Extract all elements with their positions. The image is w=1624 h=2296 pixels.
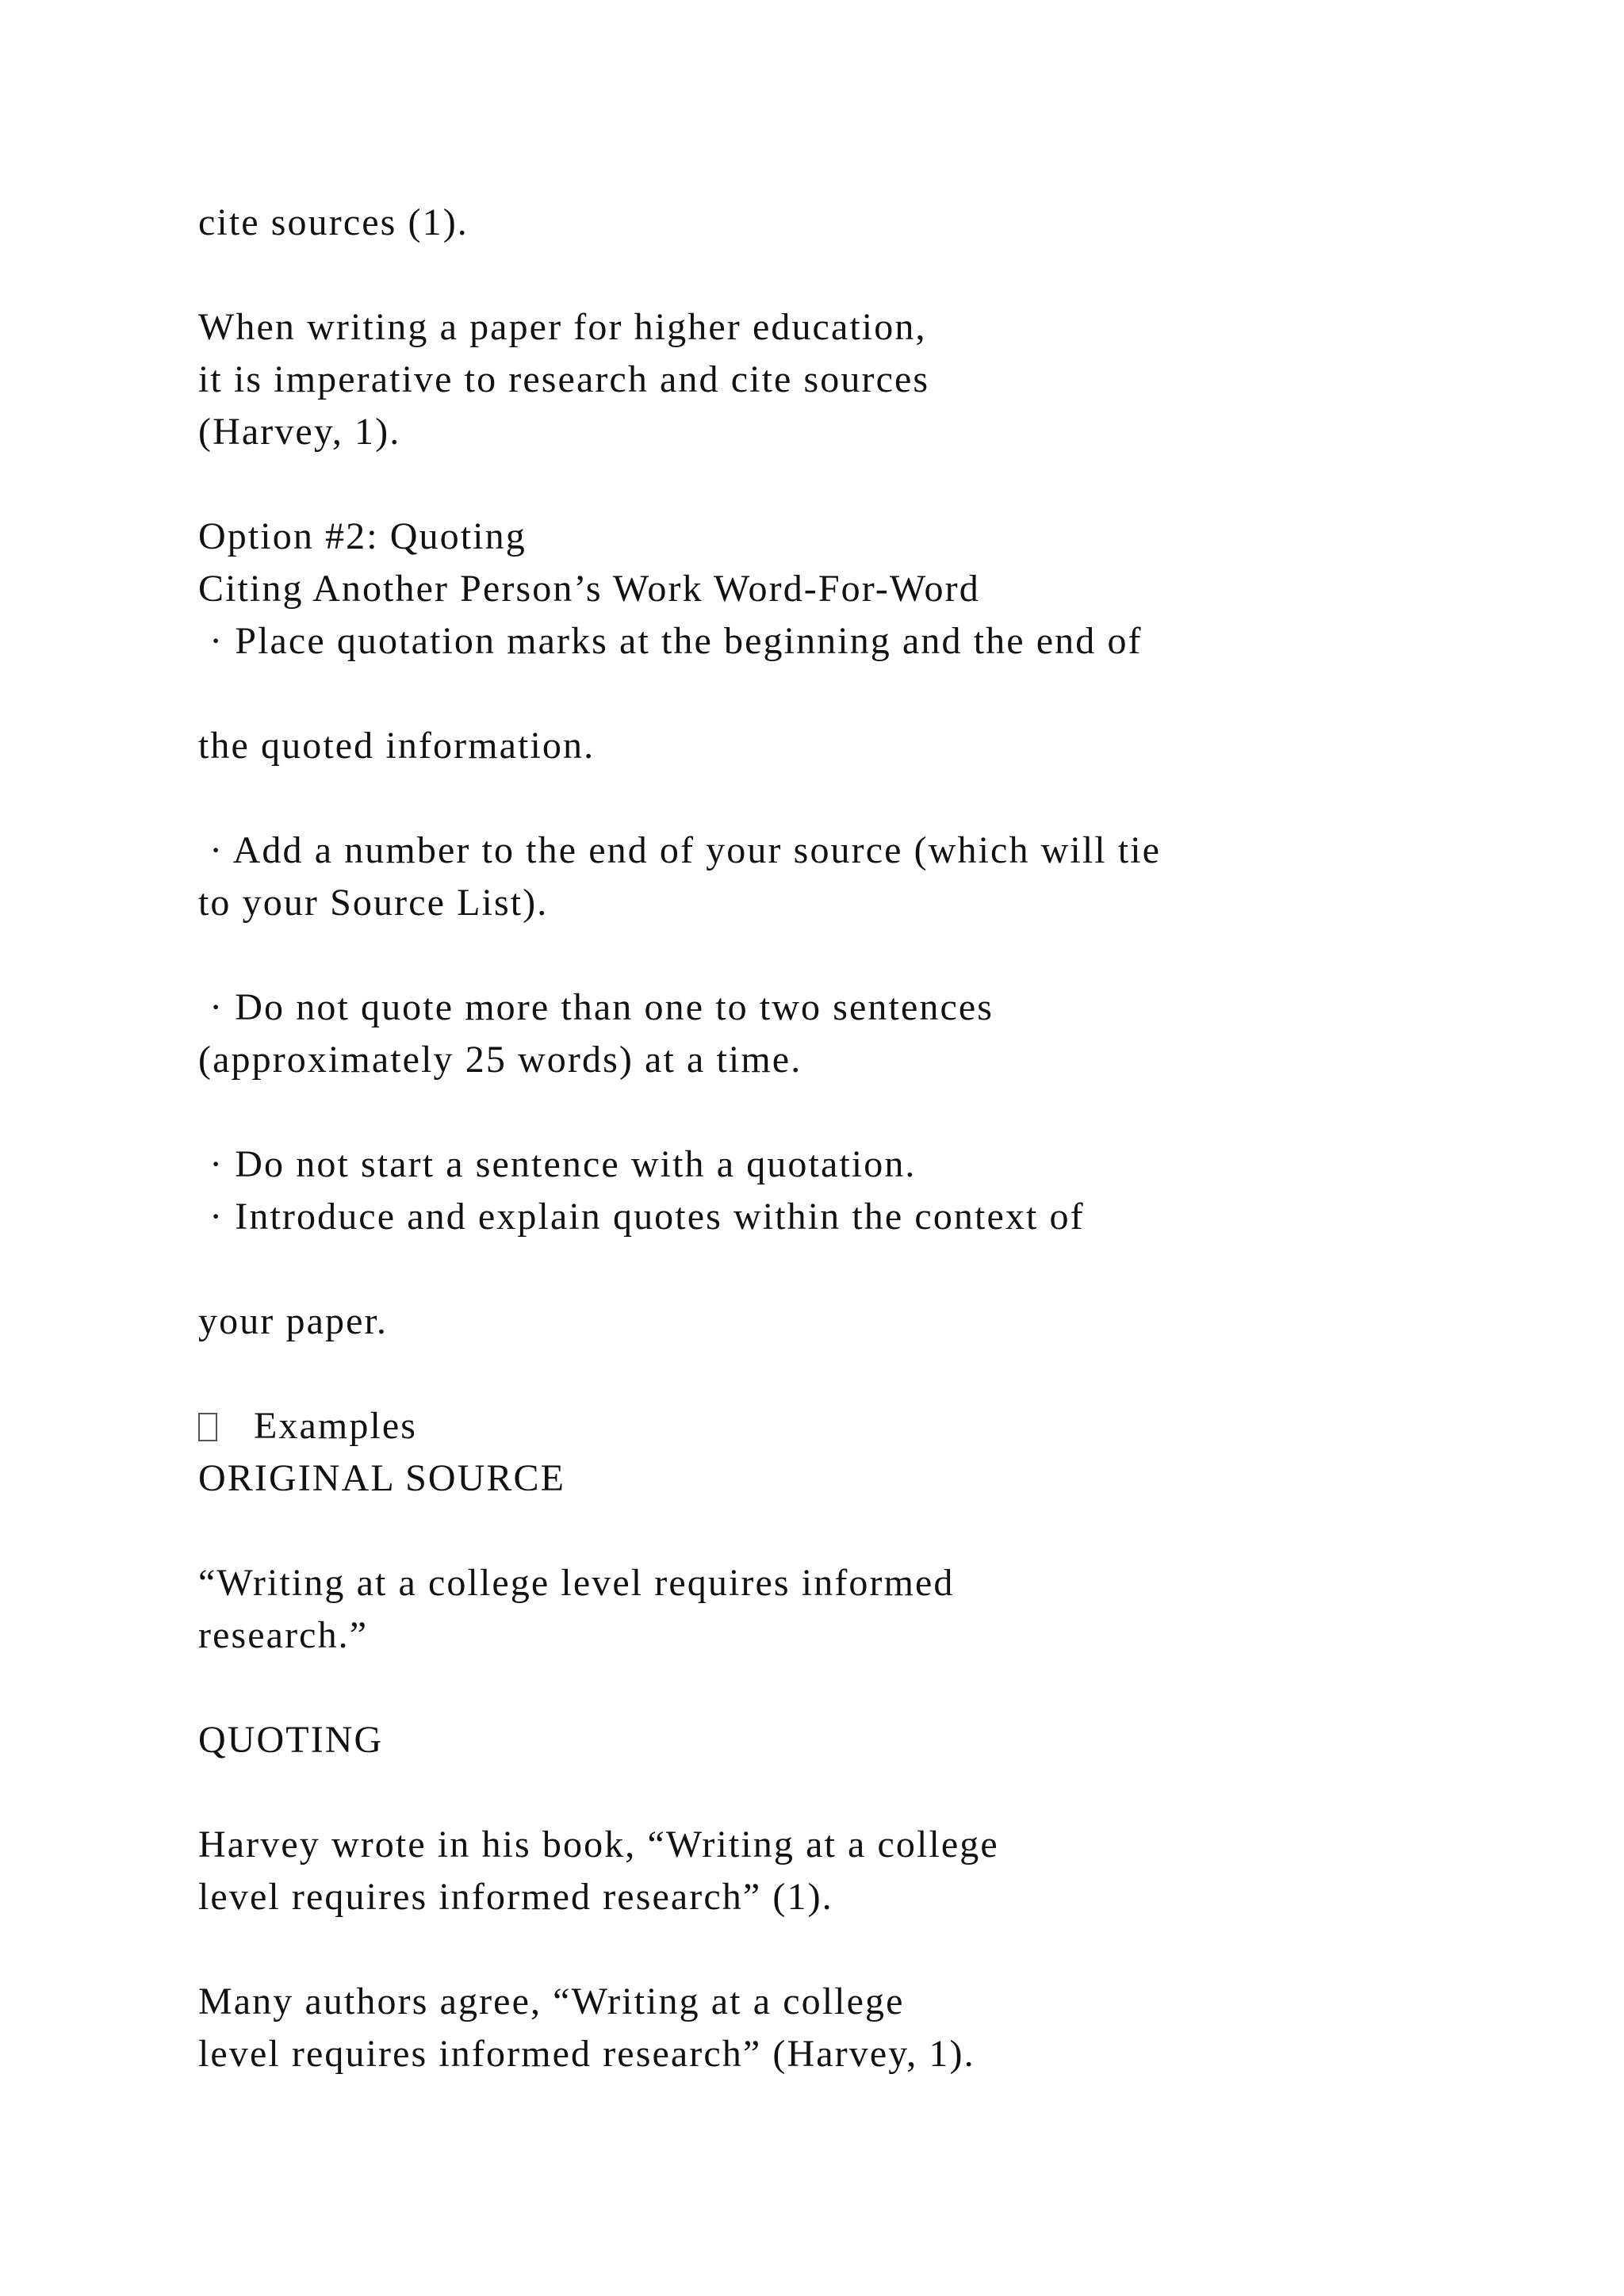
example-line: level requires informed research” (1). [198, 1876, 833, 1918]
quote-line: research.” [198, 1614, 369, 1656]
text-line: (Harvey, 1). [198, 411, 401, 453]
label-line: QUOTING [198, 1719, 384, 1761]
text-line: it is imperative to research and cite sources [198, 358, 930, 400]
bullet-line: · Place quotation marks at the beginning and the end of [198, 620, 1143, 662]
examples-label: Examples [254, 1405, 418, 1447]
section-heading: Option #2: Quoting [198, 515, 527, 557]
text-line: cite sources (1). [198, 201, 469, 243]
quote-line: “Writing at a college level requires informed [198, 1562, 955, 1604]
examples-heading [198, 1400, 417, 1452]
missing-glyph-icon [198, 1413, 217, 1441]
text-line: the quoted information. [198, 725, 596, 767]
bullet-line: · Introduce and explain quotes within the context of [198, 1196, 1085, 1238]
section-subheading: Citing Another Person’s Work Word-For-Word [198, 568, 980, 610]
label-line: ORIGINAL SOURCE [198, 1457, 566, 1499]
example-line: level requires informed research” (Harvey, 1). [198, 2033, 975, 2075]
bullet-line: · Add a number to the end of your source (which will tie [198, 829, 1162, 871]
text-line: (approximately 25 words) at a time. [198, 1039, 802, 1081]
text-line: your paper. [198, 1300, 389, 1342]
text-line: When writing a paper for higher education, [198, 306, 927, 348]
bullet-line: · Do not start a sentence with a quotation. [198, 1143, 917, 1185]
example-line: Harvey wrote in his book, “Writing at a college [198, 1823, 999, 1866]
text-line: to your Source List). [198, 882, 549, 924]
bullet-line: · Do not quote more than one to two sentences [198, 986, 994, 1028]
example-line: Many authors agree, “Writing at a college [198, 1980, 905, 2022]
